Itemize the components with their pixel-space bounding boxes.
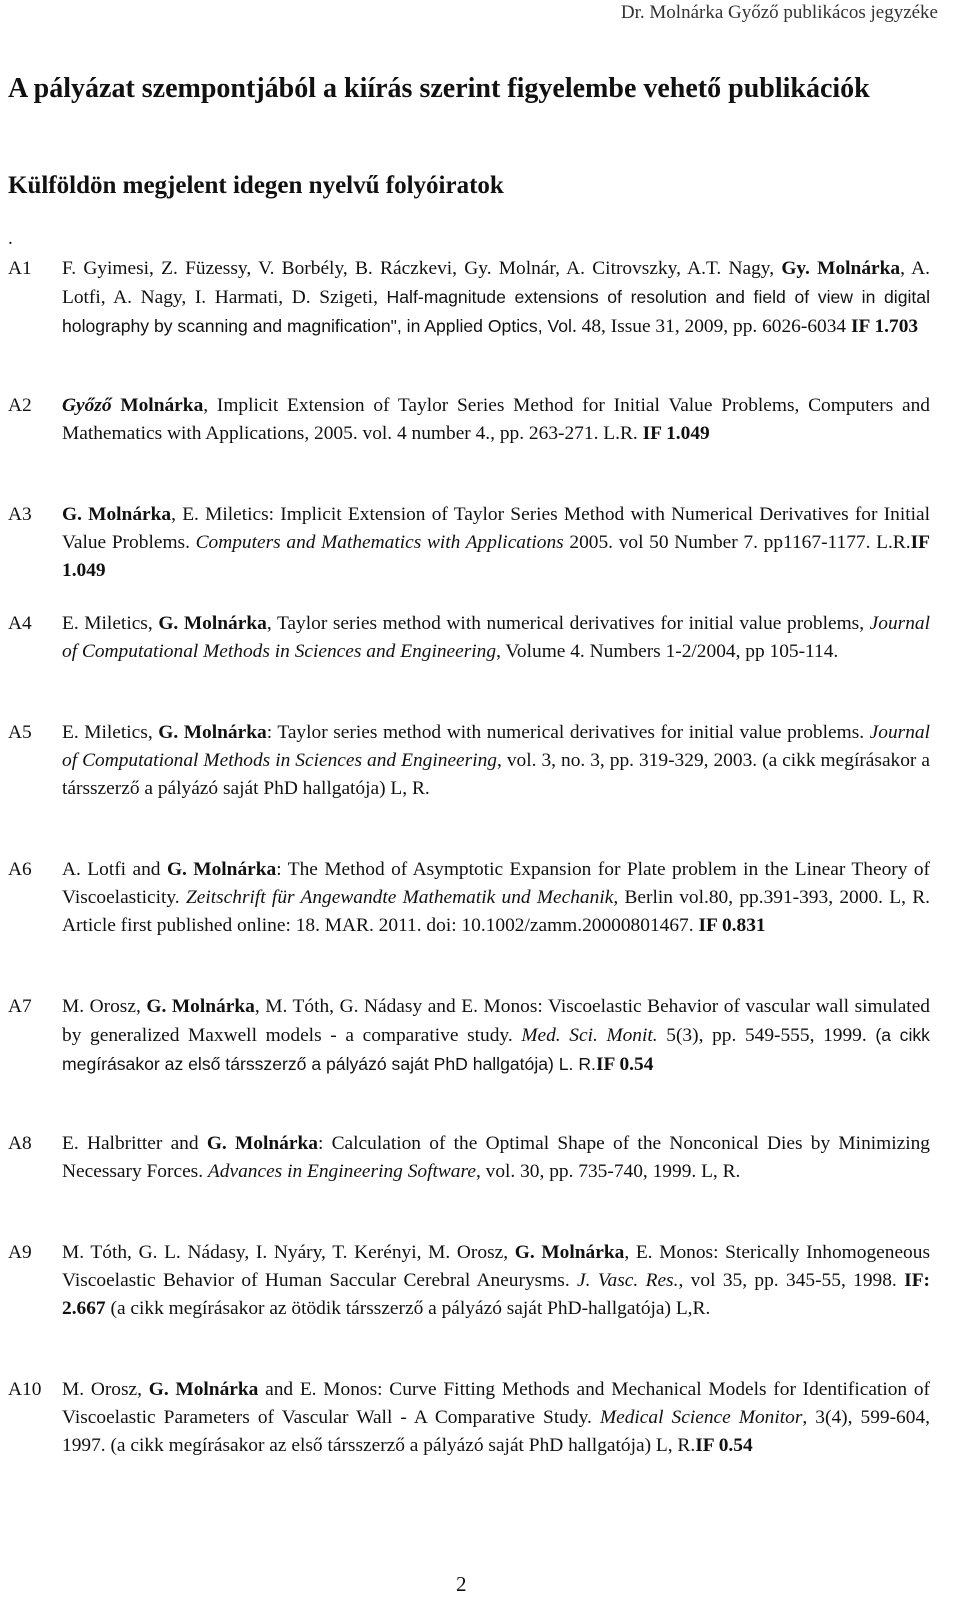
entry-segment: M. Tóth, G. L. Nádasy, I. Nyáry, T. Kerényi, M. Orosz, (62, 1242, 515, 1263)
entry-text (62, 610, 930, 666)
entry-segment: G. Molnárka (514, 1242, 625, 1263)
publication-entry (0, 993, 960, 1079)
entry-segment: , E. Miletics: Implicit Extension of Taylor Series Method with Numerical Derivatives for Initial Value Problems. (62, 504, 931, 553)
entry-text (62, 719, 930, 803)
publication-entry (0, 856, 960, 940)
stray-dot: . (8, 228, 13, 249)
entry-segment: 5(3), pp. 549-555, 1999. (657, 1025, 876, 1046)
entry-label: A9 (8, 1242, 32, 1263)
entry-segment: , M. Tóth, G. Nádasy and E. Monos: Viscoelastic Behavior of vascular wall simulated by generalized Maxwell models - a comparative study. (62, 996, 930, 1046)
entry-segment: , Volume 4. Numbers 1-2/2004, pp 105-114. (496, 641, 839, 662)
entry-text (62, 1239, 930, 1323)
entry-segment: Computers and Mathematics with Applications (195, 532, 564, 553)
entry-label: A6 (8, 859, 32, 880)
entry-segment: Journal of Computational Methods in Sciences and Engineering (62, 722, 930, 771)
entry-segment: G. Molnárka (206, 1133, 318, 1154)
publication-entry (0, 1130, 960, 1186)
entry-segment: G. Molnárka (146, 996, 255, 1017)
entry-text (62, 1376, 930, 1460)
entry-segment: IF 1.049 (62, 532, 930, 581)
entry-segment: (a cikk megírásakor az ötödik társszerző a pályázó saját PhD-hallgatója) L,R. (105, 1298, 711, 1319)
entry-segment: : Calculation of the Optimal Shape of the Nonconical Dies by Minimizing Necessary Forces. (62, 1133, 931, 1182)
entry-text (62, 993, 930, 1079)
page-header: Dr. Molnárka Győző publikácos jegyzéke (620, 2, 938, 23)
entry-segment: G. Molnárka (62, 504, 172, 525)
entry-segment: , vol. 3, no. 3, pp. 319-329, 2003. (a cikk megírásakor a társszerző a pályázó saját PhD hallgatója) L, R. (62, 750, 930, 799)
publication-entry (0, 255, 960, 341)
entry-segment: Half-magnitude extensions of resolution and field of view in digital holography by scanning and magnification", in Applied Optics, Vol (62, 287, 930, 336)
entry-segment: G. Molnárka (166, 859, 277, 880)
publication-entry (0, 501, 960, 585)
entry-segment: G. Molnárka (148, 1379, 259, 1400)
entry-label: A7 (8, 996, 32, 1017)
entry-segment: IF 1.703 (850, 316, 919, 337)
entry-text (62, 392, 930, 448)
entry-segment: IF: 2.667 (62, 1270, 931, 1319)
entry-segment: , 3(4), 599-604, 1997. (a cikk megírásakor az első társszerző a pályázó saját PhD hallgatója) L, R. (62, 1407, 930, 1456)
entry-segment: G. Molnárka (158, 613, 267, 634)
section-subtitle: Külföldön megjelent idegen nyelvű folyóiratok (8, 172, 504, 199)
entry-segment: (a cikk megírásakor az első társszerző a pályázó saját PhD hallgatója) L. R. (62, 1025, 930, 1074)
entry-segment: , Berlin vol.80, pp.391-393, 2000. L, R. Article first published online: 18. MAR. 2011. doi: 10.1002/zamm.20000801467. (62, 887, 930, 936)
entry-segment: J. Vasc. Res. (577, 1270, 679, 1291)
entry-segment (112, 395, 121, 416)
entry-label: A2 (8, 395, 32, 416)
entry-text (62, 501, 930, 585)
entry-segment: Molnárka (120, 395, 204, 416)
entry-segment: , E. Monos: Sterically Inhomogeneous Viscoelastic Behavior of Human Saccular Cerebral Aneurysms. (62, 1242, 930, 1291)
publication-entry (0, 1376, 960, 1460)
entry-segment: , vol. 30, pp. 735-740, 1999. L, R. (475, 1161, 741, 1182)
entry-segment: E. Miletics, (62, 613, 159, 634)
page-title: A pályázat szempontjából a kiírás szerint figyelembe vehető publikációk (8, 73, 870, 104)
publication-entry (0, 1239, 960, 1323)
entry-segment: E. Miletics, (62, 722, 159, 743)
entry-segment: . 48, Issue 31, 2009, pp. 6026-6034 (571, 316, 851, 337)
entry-segment: : The Method of Asymptotic Expansion for Plate problem in the Linear Theory of Viscoelasticity. (62, 859, 931, 908)
entry-text (62, 255, 930, 341)
entry-segment: Gy. Molnárka (781, 258, 901, 279)
entry-segment: Győző (62, 395, 112, 416)
entry-segment: , Taylor series method with numerical derivatives for initial value problems, (266, 613, 870, 634)
entry-segment: IF 0.54 (695, 1435, 753, 1456)
entry-segment: G. Molnárka (158, 722, 267, 743)
entry-label: A10 (8, 1379, 42, 1400)
entry-label: A8 (8, 1133, 32, 1154)
entry-label: A1 (8, 258, 32, 279)
entry-label: A3 (8, 504, 32, 525)
entry-segment: Advances in Engineering Software (207, 1161, 476, 1182)
entry-segment: IF 0.831 (698, 915, 766, 936)
page-number: 2 (456, 1572, 467, 1596)
publication-entry (0, 610, 960, 666)
publication-entry (0, 719, 960, 803)
publication-entry (0, 392, 960, 448)
entry-segment: F. Gyimesi, Z. Füzessy, V. Borbély, B. Ráczkevi, Gy. Molnár, A. Citrovszky, A.T. Nagy, (62, 258, 782, 279)
entry-segment: A. Lotfi and (62, 859, 167, 880)
entry-segment: , Implicit Extension of Taylor Series Method for Initial Value Problems, Computers and Mathematics with Applications, 2005. vol. 4 number 4., pp. 263-271. L.R. (62, 395, 930, 444)
entry-segment: Zeitschrift für Angewandte Mathematik und Mechanik (185, 887, 614, 908)
entry-segment: M. Orosz, (62, 1379, 149, 1400)
entry-segment: Med. Sci. Monit. (521, 1025, 658, 1046)
entry-segment: IF 1.049 (642, 423, 710, 444)
entry-label: A5 (8, 722, 32, 743)
entry-segment: Journal of Computational Methods in Sciences and Engineering (62, 613, 930, 662)
entry-segment: 2005. vol 50 Number 7. pp1167-1177. L.R. (563, 532, 911, 553)
entry-segment: M. Orosz, (62, 996, 147, 1017)
entry-segment: Medical Science Monitor (599, 1407, 803, 1428)
entry-text (62, 856, 930, 940)
entry-segment: IF 0.54 (595, 1054, 654, 1075)
entry-segment: E. Halbritter and (62, 1133, 207, 1154)
entry-segment: , vol 35, pp. 345-55, 1998. (678, 1270, 905, 1291)
entry-text (62, 1130, 930, 1186)
entry-segment: : Taylor series method with numerical derivatives for initial value problems. (266, 722, 870, 743)
entry-label: A4 (8, 613, 32, 634)
entry-segment: and E. Monos: Curve Fitting Methods and Mechanical Models for Identification of Viscoelastic Parameters of Vascular Wall - A Comparative Study. (62, 1379, 930, 1428)
entry-segment: , A. Lotfi, A. Nagy, I. Harmati, D. Szigeti, (62, 258, 930, 308)
